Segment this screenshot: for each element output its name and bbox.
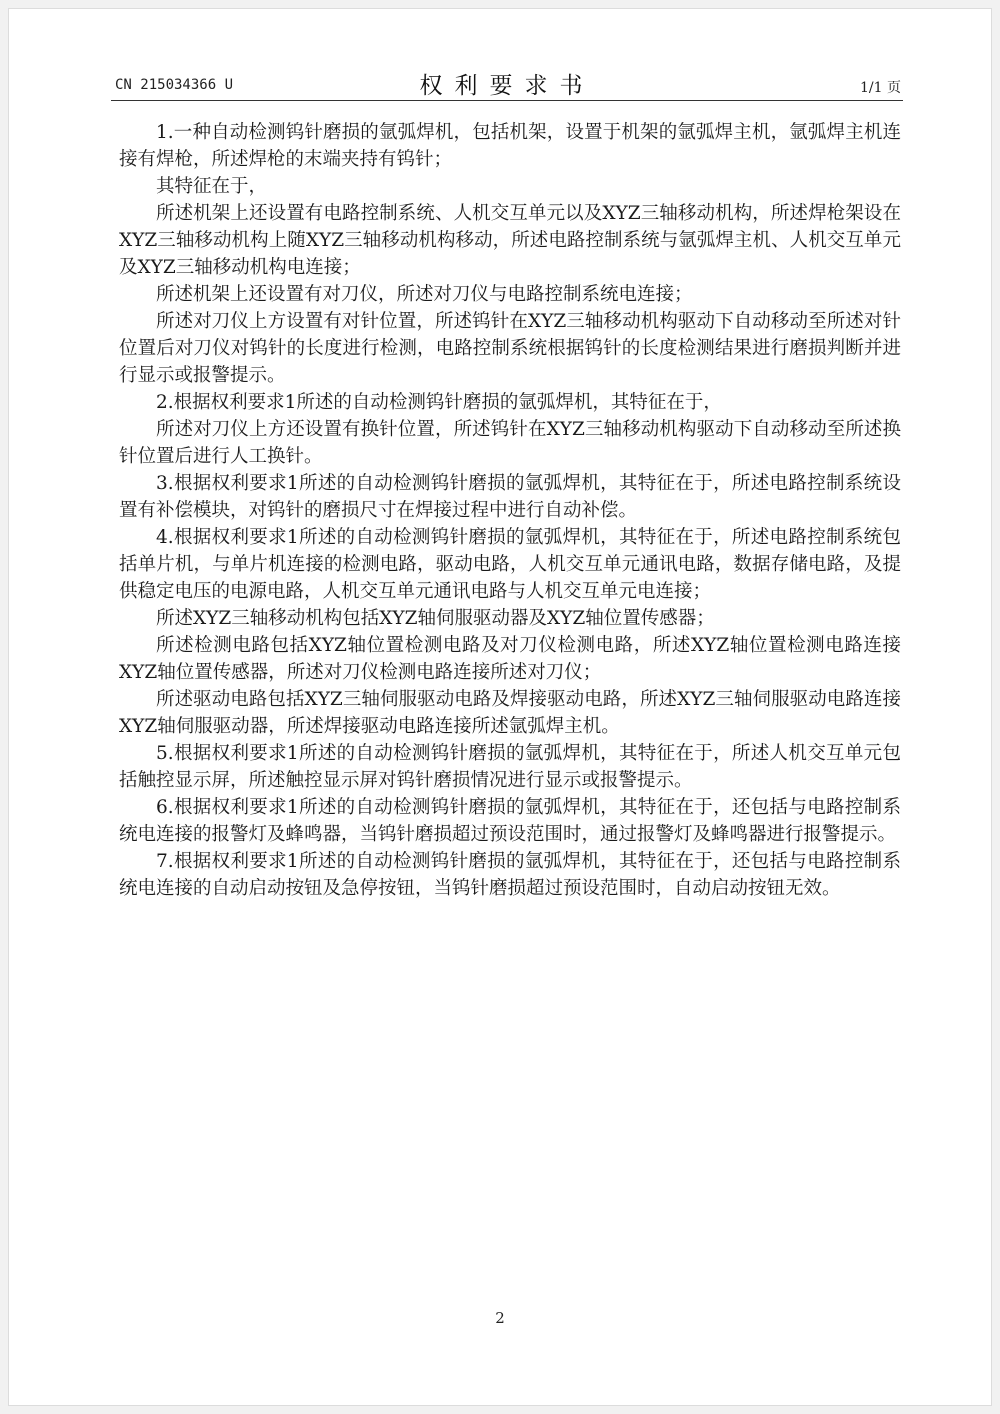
claim-paragraph: 所述对刀仪上方还设置有换针位置，所述钨针在XYZ三轴移动机构驱动下自动移动至所述换针位置后进行人工换针。 xyxy=(119,419,901,467)
claim-paragraph: 2.根据权利要求1所述的自动检测钨针磨损的氩弧焊机，其特征在于， xyxy=(156,392,722,413)
claim-paragraph: 5.根据权利要求1所述的自动检测钨针磨损的氩弧焊机，其特征在于，所述人机交互单元包括触控显示屏，所述触控显示屏对钨针磨损情况进行显示或报警提示。 xyxy=(119,743,901,791)
patent-number: CN 215034366 U xyxy=(115,77,234,93)
claim-paragraph: 1.一种自动检测钨针磨损的氩弧焊机，包括机架，设置于机架的氩弧焊主机，氩弧焊主机连接有焊枪，所述焊枪的末端夹持有钨针； xyxy=(119,122,901,170)
page-header xyxy=(111,67,903,101)
claim-paragraph: 所述机架上还设置有电路控制系统、人机交互单元以及XYZ三轴移动机构，所述焊枪架设在XYZ三轴移动机构上随XYZ三轴移动机构移动，所述电路控制系统与氩弧焊主机、人机交互单元及XYZ三轴移动机构电连接； xyxy=(119,203,901,278)
claim-paragraph: 所述XYZ三轴移动机构包括XYZ轴伺服驱动器及XYZ轴位置传感器； xyxy=(156,608,715,629)
claims-body xyxy=(119,119,901,902)
header-divider xyxy=(111,100,903,101)
claim-paragraph: 3.根据权利要求1所述的自动检测钨针磨损的氩弧焊机，其特征在于，所述电路控制系统设置有补偿模块，对钨针的磨损尺寸在焊接过程中进行自动补偿。 xyxy=(119,473,901,521)
claim-paragraph: 其特征在于， xyxy=(156,176,268,197)
page-count: 1/1 页 xyxy=(860,80,901,96)
claim-paragraph: 7.根据权利要求1所述的自动检测钨针磨损的氩弧焊机，其特征在于，还包括与电路控制系统电连接的自动启动按钮及急停按钮，当钨针磨损超过预设范围时，自动启动按钮无效。 xyxy=(119,851,901,899)
document-title: 权利要求书 xyxy=(419,73,595,99)
claim-paragraph: 所述对刀仪上方设置有对针位置，所述钨针在XYZ三轴移动机构驱动下自动移动至所述对针位置后对刀仪对钨针的长度进行检测，电路控制系统根据钨针的长度检测结果进行磨损判断并进行显示或报警提示。 xyxy=(119,311,901,386)
claim-paragraph: 所述驱动电路包括XYZ三轴伺服驱动电路及焊接驱动电路，所述XYZ三轴伺服驱动电路连接XYZ轴伺服驱动器，所述焊接驱动电路连接所述氩弧焊主机。 xyxy=(119,689,901,737)
claim-paragraph: 所述检测电路包括XYZ轴位置检测电路及对刀仪检测电路，所述XYZ轴位置检测电路连接XYZ轴位置传感器，所述对刀仪检测电路连接所述对刀仪； xyxy=(119,635,901,683)
page-number: 2 xyxy=(495,1309,505,1327)
claim-paragraph: 所述机架上还设置有对刀仪，所述对刀仪与电路控制系统电连接； xyxy=(156,284,693,305)
document-page xyxy=(8,8,992,1406)
claim-paragraph: 6.根据权利要求1所述的自动检测钨针磨损的氩弧焊机，其特征在于，还包括与电路控制系统电连接的报警灯及蜂鸣器，当钨针磨损超过预设范围时，通过报警灯及蜂鸣器进行报警提示。 xyxy=(119,797,901,845)
claim-paragraph: 4.根据权利要求1所述的自动检测钨针磨损的氩弧焊机，其特征在于，所述电路控制系统包括单片机，与单片机连接的检测电路，驱动电路，人机交互单元通讯电路，数据存储电路，及提供稳定电压的电源电路，人机交互单元通讯电路与人机交互单元电连接； xyxy=(119,527,901,602)
